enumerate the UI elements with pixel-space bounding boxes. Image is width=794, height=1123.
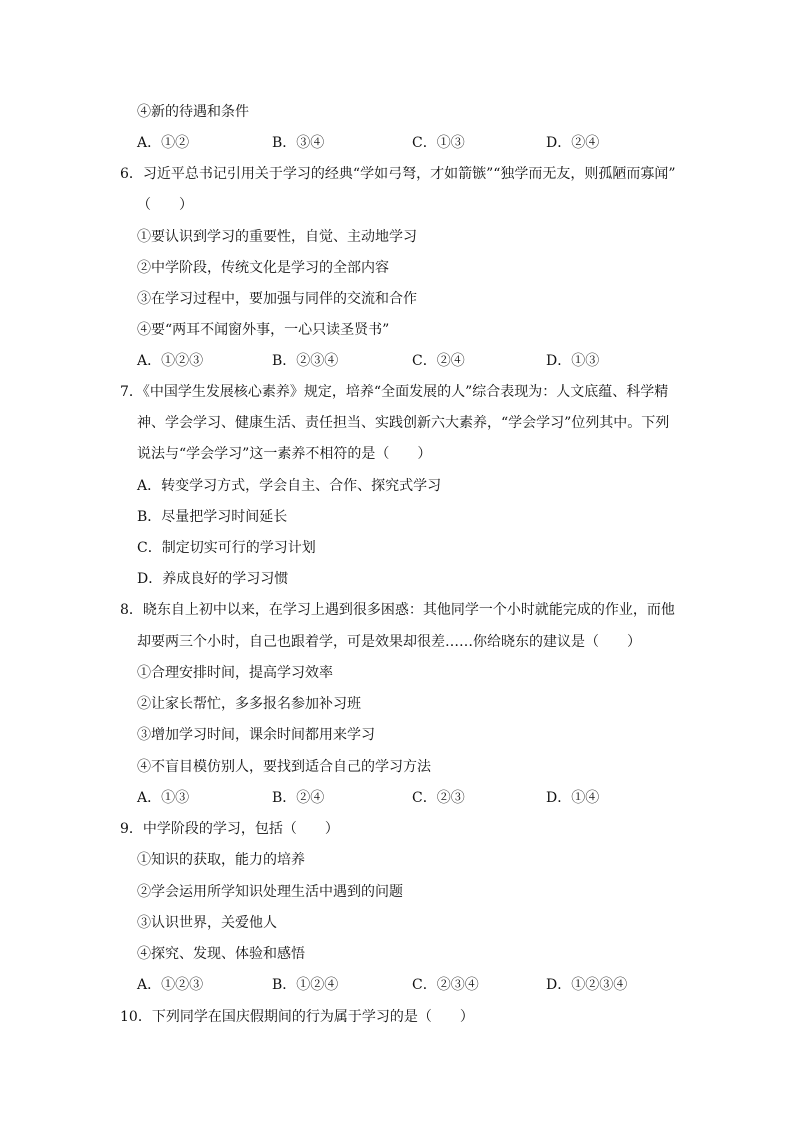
q10-stem: 10．下列同学在国庆假期间的行为属于学习的是（ ）	[120, 1009, 474, 1025]
q9-option-4: ④探究、发现、体验和感悟	[137, 946, 305, 962]
q5-choice-d: D．②④	[546, 135, 600, 151]
q8-option-3: ③增加学习时间，课余时间都用来学习	[137, 727, 375, 743]
q6-choice-a: A．①②③	[137, 353, 204, 369]
q8-choice-c: C．②③	[412, 790, 465, 806]
q6-option-4: ④要“两耳不闻窗外事，一心只读圣贤书”	[137, 322, 390, 338]
q8-choice-b: B．②④	[272, 790, 325, 806]
q8-choice-a: A．①③	[137, 790, 190, 806]
q8-option-4: ④不盲目模仿别人，要找到适合自己的学习方法	[137, 759, 431, 775]
q7-choice-c: C．制定切实可行的学习计划	[137, 540, 316, 556]
q9-choice-d: D．①②③④	[546, 977, 628, 993]
q8-option-1: ①合理安排时间，提高学习效率	[137, 665, 333, 681]
q5-choices	[137, 133, 657, 153]
q9-option-2: ②学会运用所学知识处理生活中遇到的问题	[137, 884, 403, 900]
q7-choice-b: B．尽量把学习时间延长	[137, 509, 288, 525]
q6-option-3: ③在学习过程中，要加强与同伴的交流和合作	[137, 291, 417, 307]
q7-stem-line-1: 7．《中国学生发展核心素养》规定，培养“全面发展的人”综合表现为：人文底蕴、科学精	[120, 384, 669, 400]
q9-choice-b: B．①②④	[272, 977, 339, 993]
q8-choice-d: D．①④	[546, 790, 600, 806]
q5-choice-b: B．③④	[272, 135, 325, 151]
q9-choice-a: A．①②③	[137, 977, 204, 993]
q8-choices	[137, 788, 657, 808]
q6-option-1: ①要认识到学习的重要性，自觉、主动地学习	[137, 229, 417, 245]
q7-stem-line-2: 神、学会学习、健康生活、责任担当、实践创新六大素养，“学会学习”位列其中。下列	[137, 415, 670, 431]
q8-stem-line-2: 却要两三个小时，自己也跟着学，可是效果却很差……你给晓东的建议是（ ）	[137, 634, 641, 650]
q5-option-4: ④新的待遇和条件	[137, 104, 249, 120]
q6-choice-c: C．②④	[412, 353, 465, 369]
q5-choice-a: A．①②	[137, 135, 190, 151]
q7-choice-d: D．养成良好的学习习惯	[137, 571, 289, 587]
q6-answer-paren: （ ）	[137, 197, 193, 213]
q9-choices	[137, 975, 677, 995]
q6-choices	[137, 351, 657, 371]
q8-stem-line-1: 8．晓东自上初中以来，在学习上遇到很多困惑：其他同学一个小时就能完成的作业，而他	[120, 602, 675, 618]
q5-choice-c: C．①③	[412, 135, 465, 151]
q6-choice-b: B．②③④	[272, 353, 339, 369]
q6-stem: 6．习近平总书记引用关于学习的经典“学如弓弩，才如箭镞”“独学而无友，则孤陋而寡闻”	[120, 166, 676, 182]
q7-stem-line-3: 说法与“学会学习”这一素养不相符的是（ ）	[137, 446, 432, 462]
q8-option-2: ②让家长帮忙，多多报名参加补习班	[137, 696, 361, 712]
q6-option-2: ②中学阶段，传统文化是学习的全部内容	[137, 260, 389, 276]
q7-choice-a: A．转变学习方式，学会自主、合作、探究式学习	[137, 478, 442, 494]
q9-option-1: ①知识的获取，能力的培养	[137, 852, 305, 868]
q9-option-3: ③认识世界，关爱他人	[137, 915, 277, 931]
q9-stem: 9．中学阶段的学习，包括（ ）	[120, 821, 339, 837]
q6-choice-d: D．①③	[546, 353, 600, 369]
q9-choice-c: C．②③④	[412, 977, 479, 993]
